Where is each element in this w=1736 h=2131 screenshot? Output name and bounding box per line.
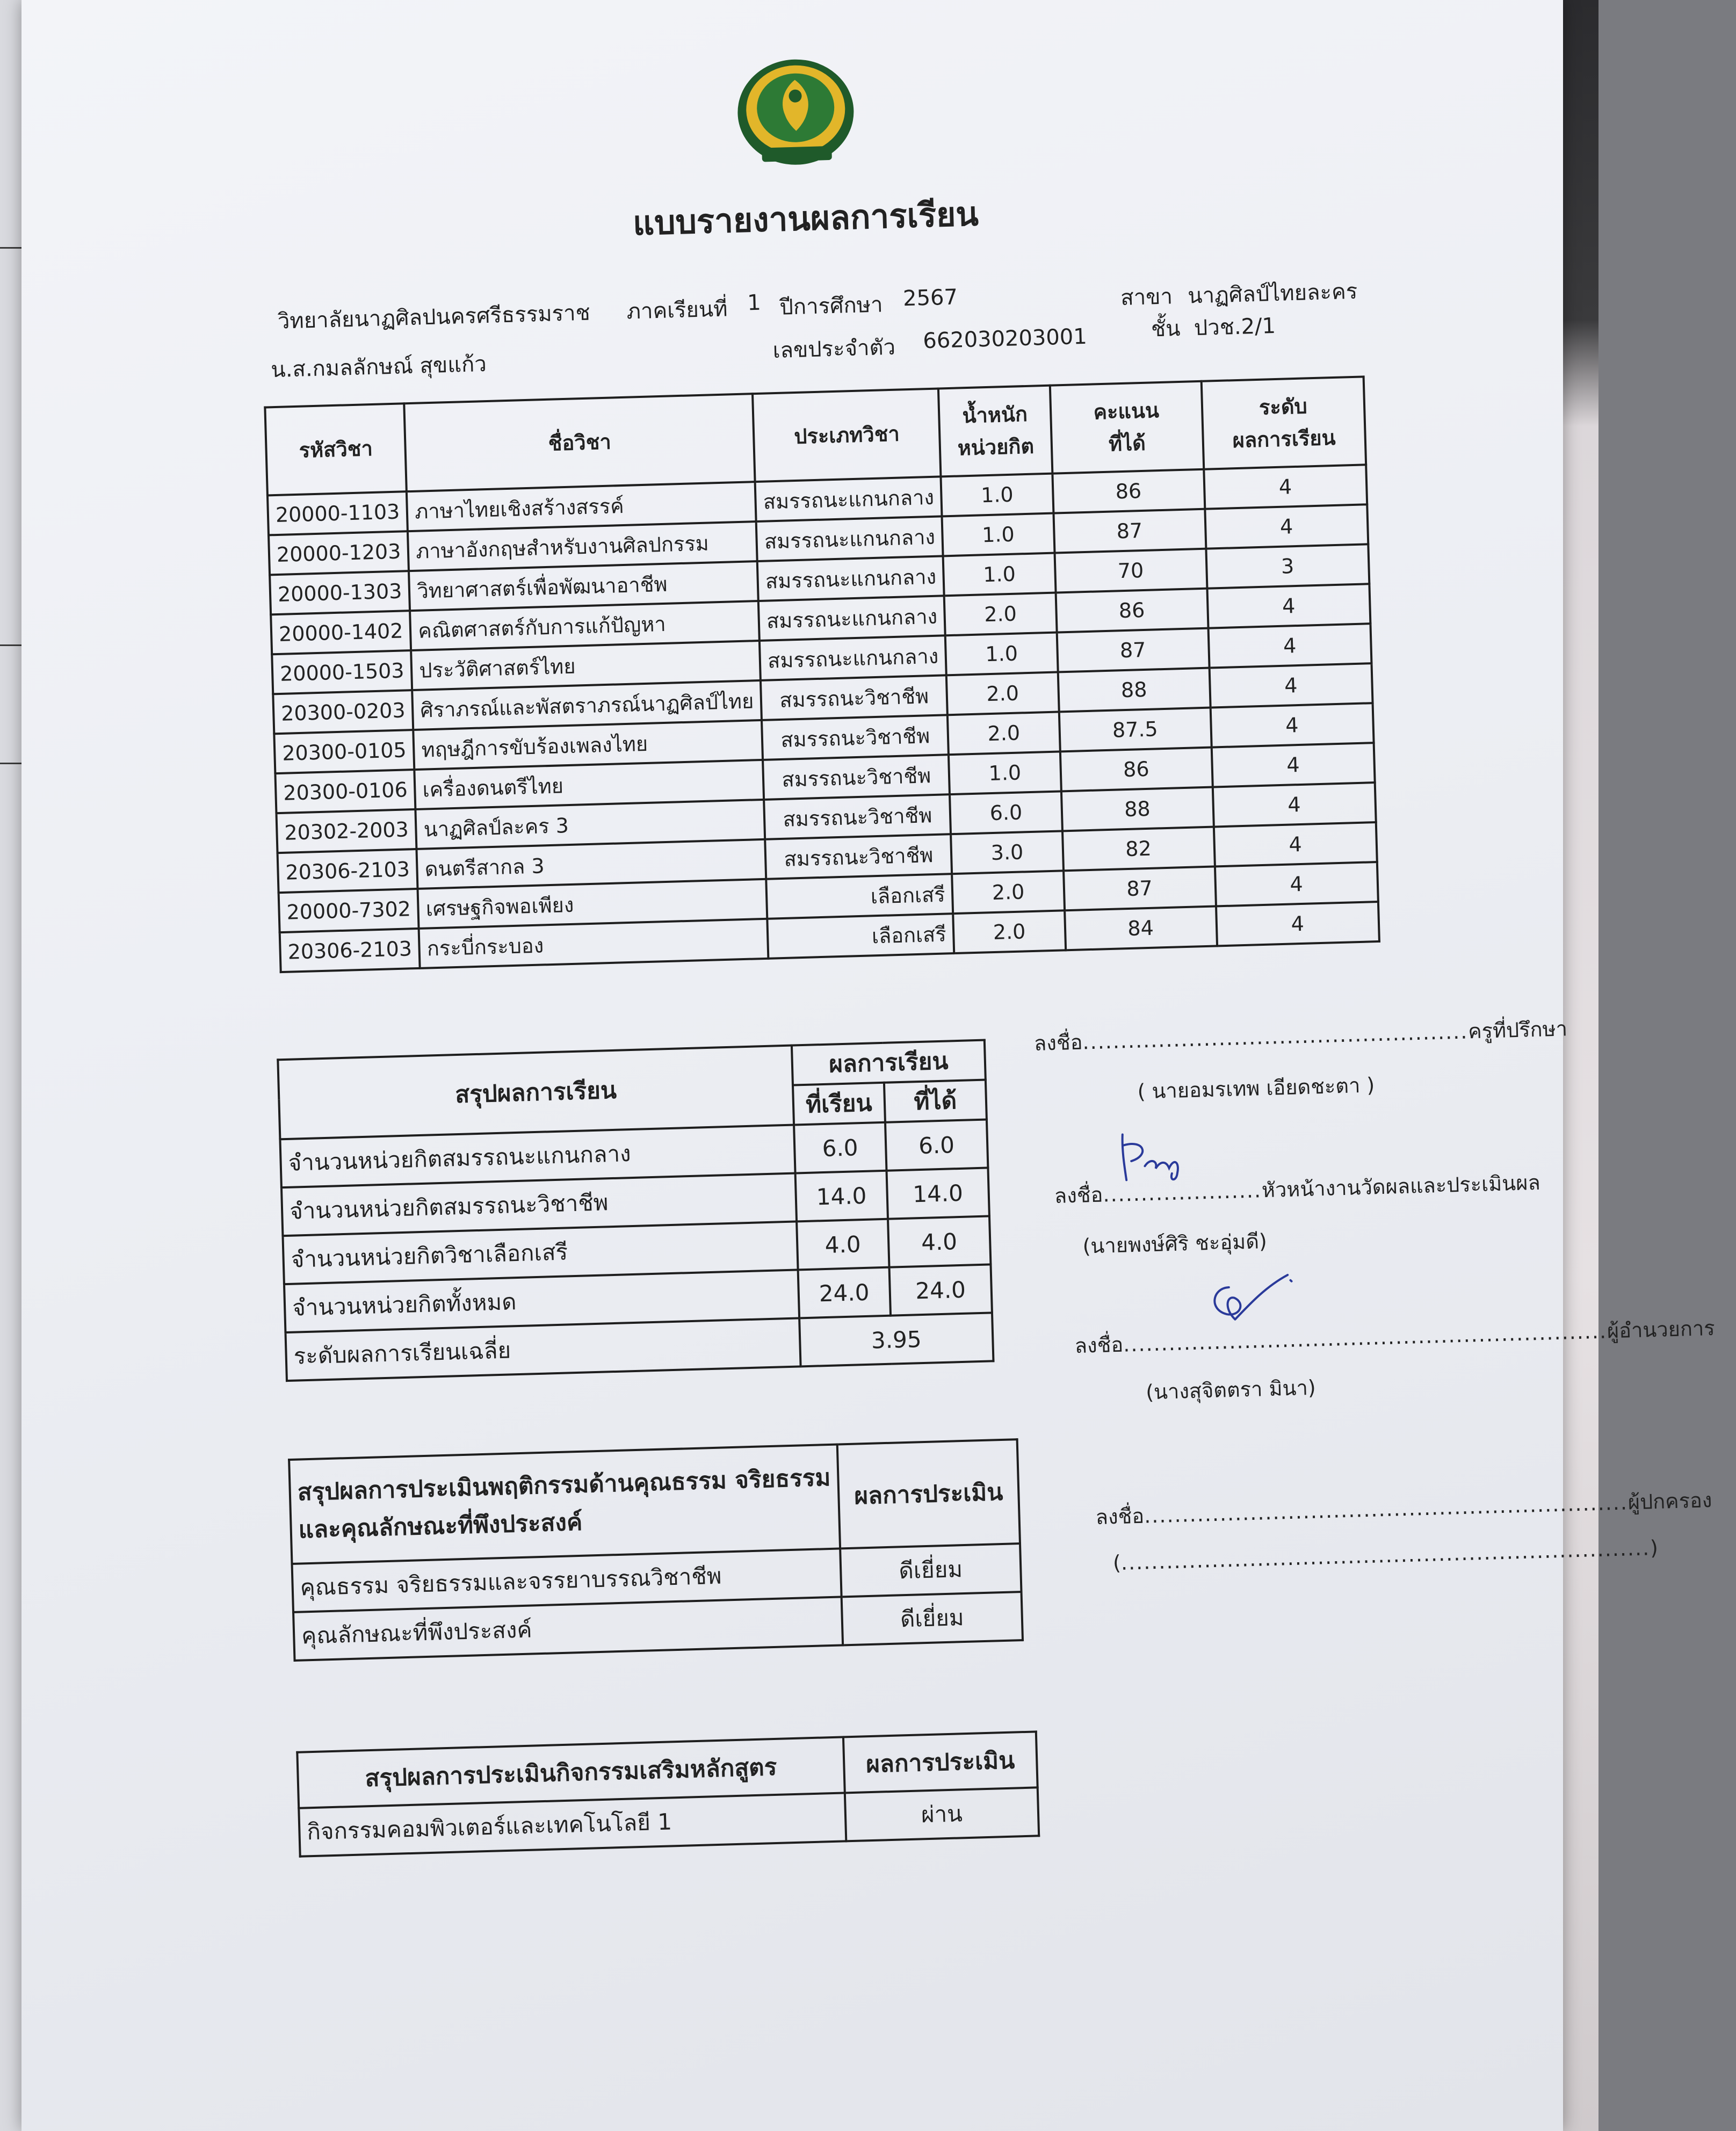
course-name: ทฤษฎีการขับร้องเพลงไทย (414, 720, 763, 770)
course-score: 86 (1052, 469, 1205, 513)
parent-signature-line (1095, 1483, 1712, 1533)
advisor-signature-line (1033, 1012, 1568, 1060)
course-grade: 4 (1210, 703, 1373, 747)
course-grade: 3 (1206, 544, 1369, 588)
behavior-label: คุณลักษณะที่พึงประสงค์ (293, 1597, 843, 1660)
course-grade: 4 (1207, 584, 1370, 628)
parent-name-close: ) (1650, 1535, 1659, 1560)
course-type: สมรรถนะแกนกลาง (757, 556, 944, 601)
measure-name: (นายพงษ์ศิริ ชะอุ่มดี) (1082, 1229, 1268, 1258)
course-type: สมรรถนะแกนกลาง (756, 516, 943, 561)
course-score: 88 (1058, 668, 1210, 712)
course-name: วิทยาศาสตร์เพื่อพัฒนาอาชีพ (409, 561, 758, 611)
course-credits: 3.0 (951, 831, 1063, 874)
header-score-line1: คะแนน (1093, 398, 1160, 424)
summary-title: สรุปผลการเรียน (278, 1046, 794, 1140)
class-value: ปวช.2/1 (1194, 313, 1276, 341)
college-name: วิทยาลัยนาฏศิลปนครศรีธรรมราช (277, 300, 591, 334)
course-type: สมรรถนะวิชาชีพ (762, 715, 949, 760)
course-grade: 4 (1214, 862, 1378, 906)
course-name: ภาษาอังกฤษสำหรับงานศิลปกรรม (408, 521, 757, 571)
course-grade: 4 (1216, 902, 1379, 946)
course-grade: 4 (1205, 504, 1368, 548)
course-score: 84 (1065, 906, 1217, 950)
director-role: ผู้อำนวยการ (1607, 1316, 1716, 1343)
behavior-title-line1: สรุปผลการประเมินพฤติกรรมด้านคุณธรรม จริยธรรม (297, 1463, 831, 1506)
course-credits: 2.0 (944, 593, 1057, 636)
course-name: ศิราภรณ์และพัสตราภรณ์นาฏศิลป์ไทย (412, 680, 762, 730)
course-score: 86 (1055, 589, 1208, 633)
course-score: 82 (1062, 827, 1215, 871)
course-grade: 4 (1212, 782, 1376, 827)
activity-label: กิจกรรมคอมพิวเตอร์และเทคโนโลยี 1 (299, 1793, 846, 1856)
course-grade: 4 (1213, 822, 1377, 866)
course-credits: 1.0 (941, 474, 1053, 517)
course-code: 20306-2103 (278, 849, 418, 893)
header-credits (938, 386, 1052, 477)
header-code: รหัสวิชา (265, 403, 407, 495)
course-code: 20000-1503 (272, 650, 412, 694)
behavior-result: ดีเยี่ยม (842, 1592, 1023, 1645)
sign-label: ลงชื่อ (1095, 1504, 1145, 1530)
signature-dots: ...................................................................... (1120, 1536, 1651, 1575)
course-type: สมรรถนะวิชาชีพ (763, 755, 950, 800)
course-code: 20306-2103 (280, 929, 420, 972)
course-type: สมรรถนะแกนกลาง (758, 596, 945, 641)
year-label: ปีการศึกษา (779, 292, 884, 320)
document-title: แบบรายงานผลการเรียน (632, 194, 979, 243)
signature-dots: ..................... (1102, 1178, 1262, 1207)
course-name: นาฏศิลป์ละคร 3 (416, 800, 765, 849)
summary-earned: 6.0 (885, 1120, 988, 1171)
course-type: สมรรถนะแกนกลาง (755, 476, 942, 521)
header-credits-line1: น้ำหนัก (961, 402, 1028, 428)
course-score: 88 (1061, 787, 1213, 831)
student-name: น.ส.กมลลักษณ์ สุขแก้ว (270, 351, 487, 383)
course-grade: 4 (1204, 465, 1367, 509)
course-code: 20300-0203 (273, 690, 413, 734)
course-name: เศรษฐกิจพอเพียง (418, 879, 768, 929)
course-code: 20300-0106 (275, 770, 415, 813)
course-credits: 1.0 (945, 633, 1058, 676)
class-label: ชั้น (1151, 316, 1181, 342)
summary-earned: 4.0 (888, 1216, 991, 1267)
course-name: ประวัติศาสตร์ไทย (411, 641, 761, 690)
signature-dots: ................................................... (1082, 1019, 1469, 1054)
semester-label: ภาคเรียนที่ (626, 296, 728, 324)
course-credits: 2.0 (953, 910, 1066, 953)
measure-role: หัวหน้างานวัดผลและประเมินผล (1261, 1170, 1541, 1202)
header-type: ประเภทวิชา (753, 388, 941, 482)
summary-studied: 24.0 (798, 1267, 891, 1318)
summary-studied: 6.0 (794, 1122, 886, 1173)
director-name: (นางสุจิตตรา มินา) (1145, 1375, 1317, 1404)
semester-value: 1 (747, 290, 762, 316)
course-code: 20000-7302 (279, 889, 419, 932)
college-emblem-icon (733, 57, 859, 173)
director-handwritten-signature (1196, 1264, 1306, 1337)
course-name: ดนตรีสากล 3 (417, 839, 766, 889)
behavior-label: คุณธรรม จริยธรรมและจรรยาบรรณวิชาชีพ (292, 1548, 842, 1612)
course-credits: 1.0 (949, 751, 1061, 794)
measure-handwritten-signature (1112, 1127, 1194, 1188)
advisor-role: ครูที่ปรึกษา (1467, 1017, 1568, 1043)
course-grade: 4 (1208, 624, 1371, 668)
sign-label: ลงชื่อ (1054, 1183, 1103, 1208)
header-score-line2: ที่ได้ (1108, 431, 1146, 456)
summary-label: จำนวนหน่วยกิตสมรรถนะวิชาชีพ (281, 1173, 797, 1236)
behavior-result-header: ผลการประเมิน (837, 1439, 1020, 1548)
sign-label: ลงชื่อ (1033, 1030, 1083, 1055)
activity-title: สรุปผลการประเมินกิจกรรมเสริมหลักสูตร (297, 1737, 844, 1808)
course-code: 20300-0105 (274, 730, 414, 773)
summary-group-header: ผลการเรียน (792, 1040, 986, 1085)
student-id-value: 662030203001 (922, 324, 1088, 354)
course-credits: 6.0 (950, 791, 1062, 834)
summary-label: จำนวนหน่วยกิตวิชาเลือกเสรี (283, 1221, 798, 1284)
course-score: 87 (1064, 866, 1216, 910)
summary-col-studied: ที่เรียน (793, 1083, 885, 1125)
signature-dots: ................................................................ (1144, 1490, 1629, 1528)
course-grade: 4 (1209, 663, 1372, 707)
gpa-label: ระดับผลการเรียนเฉลี่ย (285, 1318, 800, 1381)
course-name: กระบี่กระบอง (419, 919, 769, 968)
summary-studied: 14.0 (795, 1171, 887, 1222)
activity-table (296, 1730, 1040, 1857)
parent-name-open: ( (1112, 1550, 1122, 1575)
activity-result-header: ผลการประเมิน (843, 1731, 1038, 1793)
branch-value: นาฏศิลป์ไทยละคร (1187, 279, 1358, 309)
signature-dots: ................................................................ (1123, 1319, 1608, 1357)
course-type: สมรรถนะแกนกลาง (760, 635, 946, 680)
course-credits: 1.0 (942, 513, 1054, 556)
course-type: สมรรถนะวิชาชีพ (765, 834, 952, 879)
course-code: 20000-1203 (269, 531, 409, 575)
course-credits: 2.0 (952, 871, 1064, 914)
parent-role: ผู้ปกครอง (1628, 1488, 1712, 1514)
course-grade: 4 (1211, 743, 1375, 787)
course-type: เลือกเสรี (768, 914, 954, 959)
advisor-name: ( นายอมรเทพ เอียดชะตา ) (1137, 1073, 1375, 1104)
course-name: ภาษาไทยเชิงสร้างสรรค์ (407, 482, 756, 531)
course-score: 87 (1057, 628, 1209, 672)
course-score: 86 (1060, 748, 1212, 792)
course-score: 70 (1054, 549, 1207, 593)
course-type: สมรรถนะวิชาชีพ (761, 675, 947, 720)
grades-table (264, 375, 1380, 973)
course-code: 20000-1103 (267, 491, 408, 535)
summary-label: จำนวนหน่วยกิตสมรรถนะแกนกลาง (280, 1125, 795, 1188)
summary-studied: 4.0 (797, 1219, 889, 1270)
course-name: เครื่องดนตรีไทย (415, 760, 764, 809)
summary-label: จำนวนหน่วยกิตทั้งหมด (284, 1270, 799, 1332)
summary-col-earned: ที่ได้ (884, 1080, 987, 1122)
sign-label: ลงชื่อ (1074, 1332, 1124, 1358)
header-grade (1201, 376, 1366, 469)
summary-earned: 14.0 (886, 1168, 989, 1219)
parent-name-line (1112, 1536, 1658, 1575)
course-type: สมรรถนะวิชาชีพ (764, 794, 951, 839)
summary-earned: 24.0 (889, 1264, 992, 1315)
course-name: คณิตศาสตร์กับการแก้ปัญหา (410, 601, 760, 650)
course-type: เลือกเสรี (766, 874, 953, 919)
course-credits: 1.0 (943, 553, 1055, 596)
branch-label: สาขา (1120, 284, 1173, 310)
header-credits-line2: หน่วยกิต (957, 434, 1035, 460)
course-code: 20302-2003 (276, 809, 416, 853)
student-id-label: เลขประจำตัว (772, 335, 896, 364)
header-grade-line2: ผลการเรียน (1232, 425, 1336, 453)
activity-result: ผ่าน (845, 1787, 1039, 1841)
course-credits: 2.0 (946, 672, 1059, 715)
course-code: 20000-1402 (271, 611, 411, 654)
course-score: 87.5 (1059, 708, 1211, 752)
header-name: ชื่อวิชา (404, 394, 755, 491)
header-grade-line1: ระดับ (1258, 394, 1308, 419)
gpa-value: 3.95 (799, 1313, 993, 1366)
header-score (1050, 381, 1203, 474)
behavior-result: ดีเยี่ยม (840, 1543, 1021, 1597)
summary-table (277, 1039, 994, 1382)
behavior-title (289, 1445, 840, 1564)
course-score: 87 (1053, 509, 1206, 553)
behavior-title-line2: และคุณลักษณะที่พึงประสงค์ (298, 1508, 583, 1544)
course-code: 20000-1303 (270, 571, 410, 614)
director-signature-line (1074, 1311, 1716, 1362)
course-credits: 2.0 (947, 712, 1060, 755)
behavior-table (288, 1438, 1024, 1662)
year-value: 2567 (902, 285, 958, 311)
